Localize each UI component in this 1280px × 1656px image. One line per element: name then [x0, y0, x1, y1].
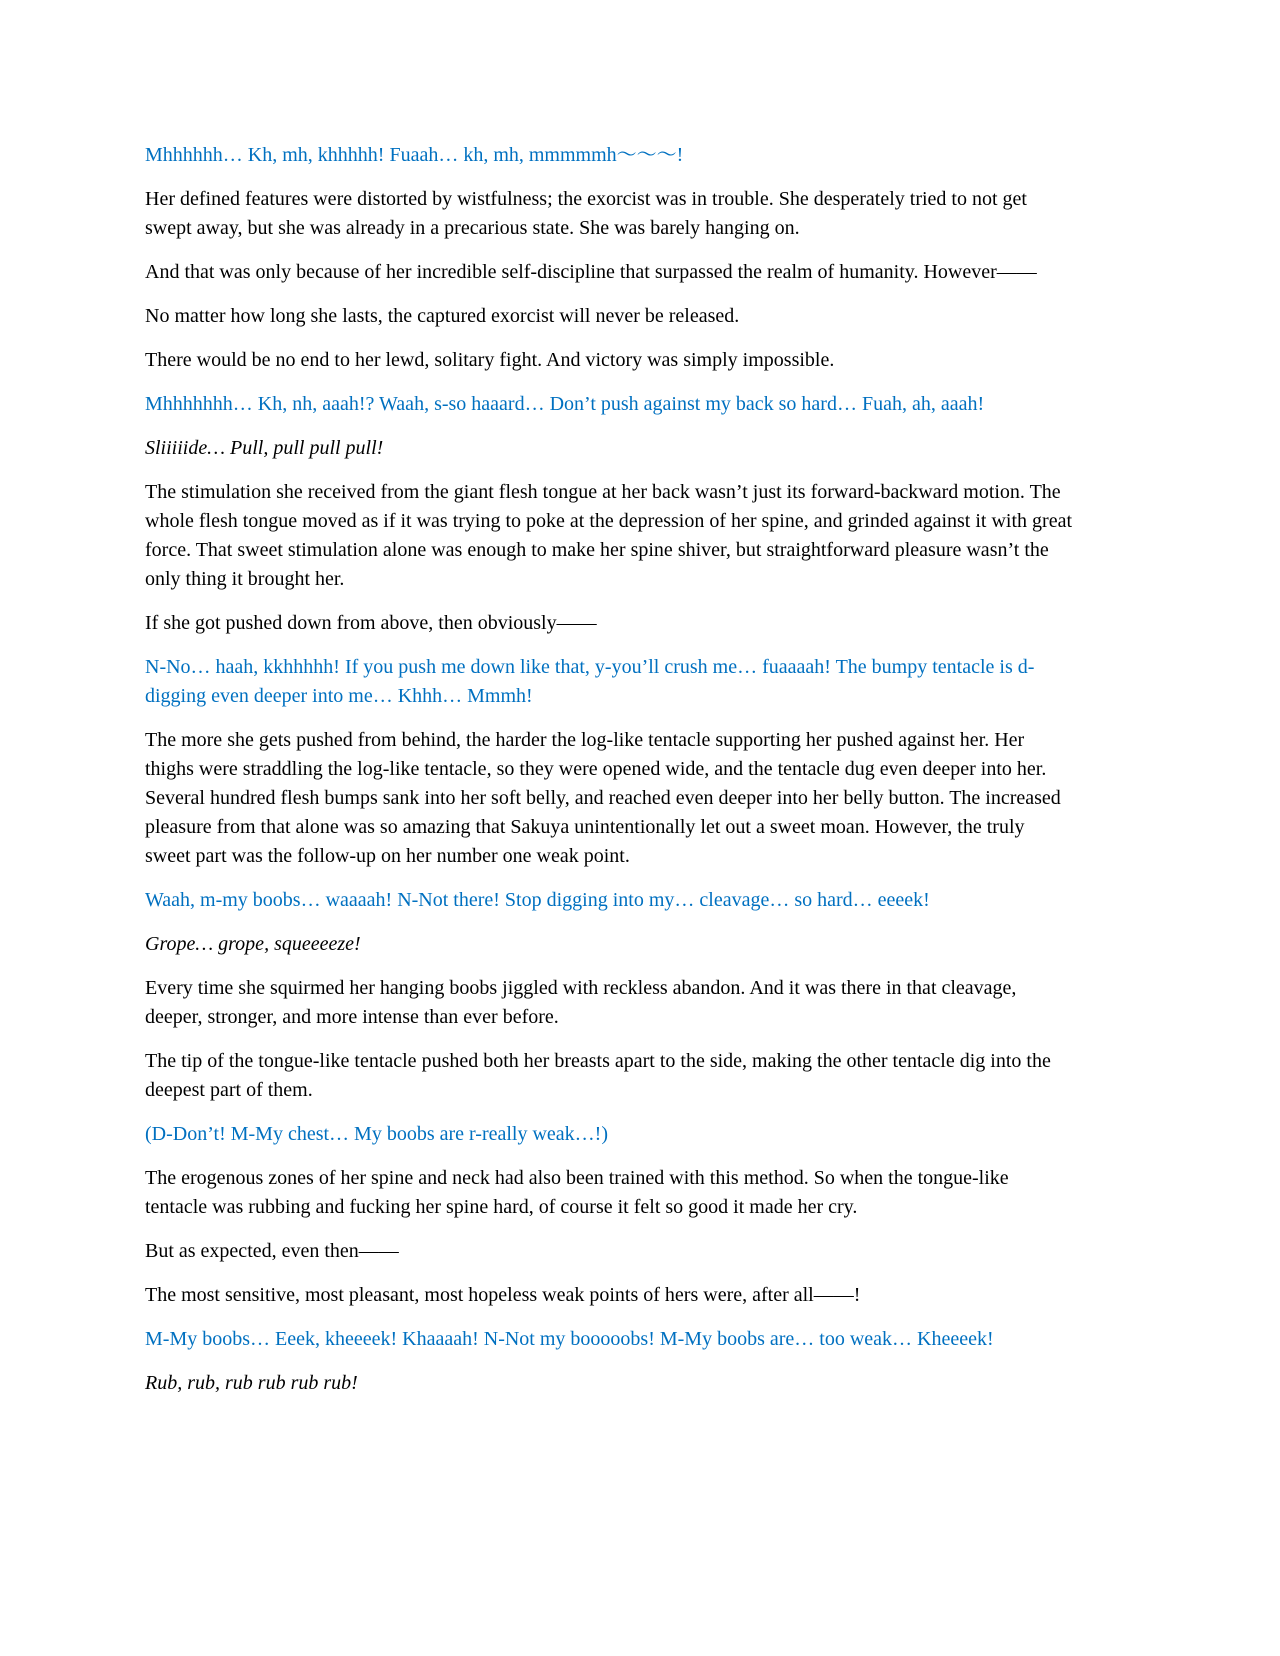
narration-paragraph: If she got pushed down from above, then obviously——: [145, 612, 597, 634]
narration-paragraph: The stimulation she received from the giant flesh tongue at her back wasn’t just its forward-backward motion. The whole flesh tongue moved as if it was trying to poke at the depression of her spine, and grinded against it with great force. That sweet stimulation alone was enough to make her spine shiver, but straightforward pleasure wasn’t the only thing it brought her.: [145, 481, 1073, 590]
sound-effect-line: Rub, rub, rub rub rub rub!: [145, 1372, 358, 1394]
dialogue-line: Waah, m-my boobs… waaaah! N-Not there! Stop digging into my… cleavage… so hard… eeeek!: [145, 889, 930, 911]
document-body: [145, 141, 1075, 1398]
dialogue-line: Mhhhhhh… Kh, mh, khhhhh! Fuaah… kh, mh, mmmmmh～～～!: [145, 144, 684, 166]
narration-paragraph: The tip of the tongue-like tentacle pushed both her breasts apart to the side, making the other tentacle dig into the deepest part of them.: [145, 1050, 1051, 1101]
narration-paragraph: No matter how long she lasts, the captured exorcist will never be released.: [145, 305, 740, 327]
narration-paragraph: Her defined features were distorted by wistfulness; the exorcist was in trouble. She desperately tried to not get swept away, but she was already in a precarious state. She was barely hanging on.: [145, 188, 1027, 239]
dialogue-line: Mhhhhhhh… Kh, nh, aaah!? Waah, s-so haaard… Don’t push against my back so hard… Fuah, ah, aaah!: [145, 393, 985, 415]
narration-paragraph: And that was only because of her incredible self-discipline that surpassed the realm of humanity. However——: [145, 261, 1037, 283]
narration-paragraph: There would be no end to her lewd, solitary fight. And victory was simply impossible.: [145, 349, 835, 371]
dialogue-line: M-My boobs… Eeek, kheeeek! Khaaaah! N-Not my booooobs! M-My boobs are… too weak… Kheeeek!: [145, 1328, 994, 1350]
narration-paragraph: But as expected, even then——: [145, 1240, 399, 1262]
dialogue-line: N-No… haah, kkhhhhh! If you push me down like that, y-you’ll crush me… fuaaaah! The bumpy tentacle is d-digging even deeper into me… Khhh… Mmmh!: [145, 656, 1035, 707]
narration-paragraph: The most sensitive, most pleasant, most hopeless weak points of hers were, after all——!: [145, 1284, 861, 1306]
narration-paragraph: The erogenous zones of her spine and neck had also been trained with this method. So when the tongue-like tentacle was rubbing and fucking her spine hard, of course it felt so good it made her cry.: [145, 1167, 1009, 1218]
narration-paragraph: The more she gets pushed from behind, the harder the log-like tentacle supporting her pushed against her. Her thighs were straddling the log-like tentacle, so they were opened wide, and the tentacle dug even deeper into her. Several hundred flesh bumps sank into her soft belly, and reached even deeper into her belly button. The increased pleasure from that alone was so amazing that Sakuya unintentionally let out a sweet moan. However, the truly sweet part was the follow-up on her number one weak point.: [145, 729, 1061, 867]
sound-effect-line: Grope… grope, squeeeeze!: [145, 933, 361, 955]
sound-effect-line: Sliiiiide… Pull, pull pull pull!: [145, 437, 384, 459]
narration-paragraph: Every time she squirmed her hanging boobs jiggled with reckless abandon. And it was there in that cleavage, deeper, stronger, and more intense than ever before.: [145, 977, 1017, 1028]
dialogue-line: (D-Don’t! M-My chest… My boobs are r-really weak…!): [145, 1123, 608, 1145]
